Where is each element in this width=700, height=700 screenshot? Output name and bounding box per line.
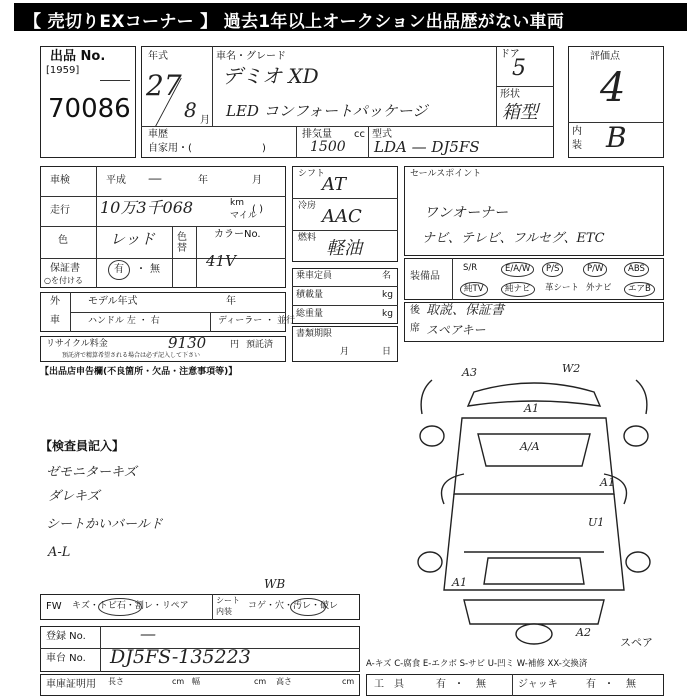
recycle-unit: 円 xyxy=(230,340,240,350)
fuel-value: 軽油 xyxy=(326,238,362,259)
diagram-mark-4: A/A xyxy=(520,440,540,453)
foreign-model-year: モデル年式 xyxy=(88,296,138,307)
ac-label: 冷房 xyxy=(298,201,317,211)
mileage-value: 10万3千068 xyxy=(100,198,194,217)
equipment-item: 純TV xyxy=(460,282,488,297)
warranty-no: 無 xyxy=(150,264,160,275)
equipment-item: 革シート xyxy=(545,283,580,293)
interior-label-2: 装 xyxy=(572,140,582,151)
spare-label: スペア xyxy=(620,636,653,649)
tools-yes: 有 xyxy=(436,679,446,690)
registration-value: — xyxy=(140,624,156,643)
declaration-label: 【出品店申告欄(不良箇所・欠品・注意事項等)】 xyxy=(40,367,238,377)
chassis-label: 車台 No. xyxy=(46,653,86,664)
equipment-item: エアB xyxy=(624,282,655,297)
tools-label: 工 具 xyxy=(374,679,404,690)
model-value: LDA — DJ5FS xyxy=(374,138,480,156)
warranty-yes: 有 xyxy=(114,264,124,275)
chassis-value: DJ5FS-135223 xyxy=(110,646,251,668)
model-label: 型式 xyxy=(372,129,392,140)
use-label: 車歴 xyxy=(148,129,168,140)
score-label: 評価点 xyxy=(590,51,620,62)
fw-seat-text: コゲ・穴・汚レ・破レ xyxy=(248,601,339,611)
capacity-label: 乗車定員 xyxy=(296,271,333,281)
rear-seat-l2: 席 xyxy=(410,323,420,334)
month-unit: 月 xyxy=(200,115,210,126)
jack-yes: 有 xyxy=(586,679,596,690)
certificate-cm1: cm xyxy=(172,677,185,686)
color-no-label: カラーNo. xyxy=(214,229,261,240)
door-label: ドア xyxy=(500,49,520,60)
rear-seat-line2: スペアキー xyxy=(426,323,486,337)
fw-seat-l1: シート xyxy=(216,596,240,605)
weight-unit: kg xyxy=(382,309,393,319)
car-damage-diagram xyxy=(404,362,664,652)
registration-label: 登録 No. xyxy=(46,631,86,642)
equipment-label: 装備品 xyxy=(410,271,440,282)
score-value: 4 xyxy=(600,65,626,111)
fw-seat-l2: 内装 xyxy=(216,607,232,616)
certificate-height: 高さ xyxy=(276,677,292,686)
inspection-era: 平成 xyxy=(106,175,126,186)
mileage-km: km xyxy=(230,198,244,208)
color-label: 色 xyxy=(58,235,68,246)
inspector-note-4: A-L xyxy=(48,545,71,560)
lot-number: 70086 xyxy=(48,94,131,124)
inspection-year-unit: 年 xyxy=(198,175,208,186)
lot-year-box: [1959] xyxy=(46,65,80,76)
equipment-item: ABS xyxy=(624,262,649,277)
mileage-paren: ( ) xyxy=(252,204,263,215)
capacity-unit: 名 xyxy=(382,271,392,281)
displacement-unit: cc xyxy=(354,129,365,140)
docs-label: 書類期限 xyxy=(296,329,333,339)
foreign-l1: 外 xyxy=(50,296,60,307)
year-value: 27 xyxy=(146,69,182,102)
damage-legend: A-キズ C-腐食 E-エクボ S-サビ U-凹ミ W-補修 XX-交換済 xyxy=(366,659,588,669)
door-value: 5 xyxy=(512,56,526,81)
shift-label: シフト xyxy=(298,169,326,179)
use-value: 自家用・( xyxy=(148,143,192,154)
equipment-item: P/S xyxy=(542,262,563,277)
inspector-note-2: ダレキズ xyxy=(48,489,100,504)
jack-dot: ・ xyxy=(604,679,614,690)
diagram-mark-7: A1 xyxy=(452,576,467,589)
certificate-width: 幅 xyxy=(192,677,200,686)
inspector-note-1: ゼモニターキズ xyxy=(46,465,137,480)
shape-label: 形状 xyxy=(500,89,520,100)
sales-point-line2: ナビ、テレビ、フルセグ、ETC xyxy=(422,231,605,246)
docs-day: 日 xyxy=(382,347,392,357)
certificate-cm3: cm xyxy=(342,677,355,686)
color-value: レッド xyxy=(110,230,155,248)
fw-label: FW xyxy=(46,601,62,612)
tools-no: 無 xyxy=(476,679,486,690)
lot-label: 出品 No. xyxy=(50,49,106,64)
inspector-label: 【検査員記入】 xyxy=(40,439,125,453)
load-unit: kg xyxy=(382,290,393,300)
header-title: 【 売切りEXコーナー 】 過去1年以上オークション出品歴がない車両 xyxy=(24,12,565,32)
certificate-len: 長さ xyxy=(108,677,124,686)
car-name-value: デミオ XD xyxy=(222,64,319,88)
foreign-dealer: ディーラー ・ 並行 xyxy=(218,316,296,326)
mileage-label: 走行 xyxy=(50,205,70,216)
fuel-label: 燃料 xyxy=(298,233,317,243)
recycle-label: リサイクル料金 xyxy=(46,339,108,349)
load-label: 積載量 xyxy=(296,290,324,300)
sales-point-label: セールスポイント xyxy=(410,169,482,179)
inspection-label: 車検 xyxy=(50,175,70,186)
equipment-item: S/R xyxy=(463,263,478,273)
equipment-item: 外ナビ xyxy=(586,283,612,293)
certificate-label: 車庫証明用 xyxy=(46,679,96,690)
fw-text: キズ・トビ石・割レ・リペア xyxy=(72,601,189,611)
docs-month: 月 xyxy=(340,347,350,357)
diagram-mark-8: A2 xyxy=(576,626,591,639)
equipment-item: E/A/W xyxy=(501,262,534,277)
recycle-status: 預託済 xyxy=(246,340,274,350)
rear-seat-l1: 後 xyxy=(410,305,420,316)
warranty-dot: ・ xyxy=(136,264,146,275)
rear-seat-line1: 取説、保証書 xyxy=(426,303,505,318)
fw-mark: WB xyxy=(264,577,286,591)
sales-point-line1: ワンオーナー xyxy=(424,205,508,221)
inspection-month-unit: 月 xyxy=(252,175,262,186)
shape-value: 箱型 xyxy=(502,102,538,123)
use-close: ) xyxy=(262,143,266,154)
jack-no: 無 xyxy=(626,679,636,690)
month-value: 8 xyxy=(184,98,197,122)
color-no-value: 41V xyxy=(206,252,236,270)
tools-box xyxy=(366,674,664,696)
diagram-mark-2: W2 xyxy=(562,362,581,375)
mileage-mile: マイル xyxy=(230,211,257,221)
displacement-label: 排気量 xyxy=(302,129,332,140)
ac-value: AAC xyxy=(322,206,362,227)
foreign-year-unit: 年 xyxy=(226,296,236,307)
year-label: 年式 xyxy=(148,51,168,62)
shift-value: AT xyxy=(322,174,347,195)
inspection-value: — xyxy=(148,171,162,187)
tools-dot: ・ xyxy=(454,679,464,690)
warranty-label: 保証書 xyxy=(50,263,80,274)
equipment-box xyxy=(404,258,664,300)
interior-value: B xyxy=(606,121,627,154)
jack-label: ジャッキ xyxy=(518,679,558,690)
color-swap-label: 色替 xyxy=(177,232,187,254)
recycle-value: 9130 xyxy=(168,334,207,352)
certificate-cm2: cm xyxy=(254,677,267,686)
diagram-mark-5: A1 xyxy=(600,476,615,489)
grade-value: LED コンフォートパッケージ xyxy=(226,102,428,120)
equipment-item: 純ナビ xyxy=(501,282,535,297)
interior-label-1: 内 xyxy=(572,126,582,137)
equipment-item: P/W xyxy=(583,262,607,277)
recycle-note: 預託済で精算希望される場合は必ず記入して下さい xyxy=(62,352,201,359)
diagram-mark-3: A1 xyxy=(524,402,539,415)
displacement-value: 1500 xyxy=(310,139,346,155)
warranty-note: ○を付ける xyxy=(44,276,83,285)
diagram-mark-6: U1 xyxy=(588,516,605,529)
name-label: 車名・グレード xyxy=(216,51,286,62)
weight-label: 総重量 xyxy=(296,309,324,319)
inspector-note-3: シートかいバールド xyxy=(46,517,163,532)
foreign-l2: 車 xyxy=(50,315,60,326)
diagram-mark-1: A3 xyxy=(462,366,477,379)
foreign-handle: ハンドル 左 ・ 右 xyxy=(88,316,160,326)
